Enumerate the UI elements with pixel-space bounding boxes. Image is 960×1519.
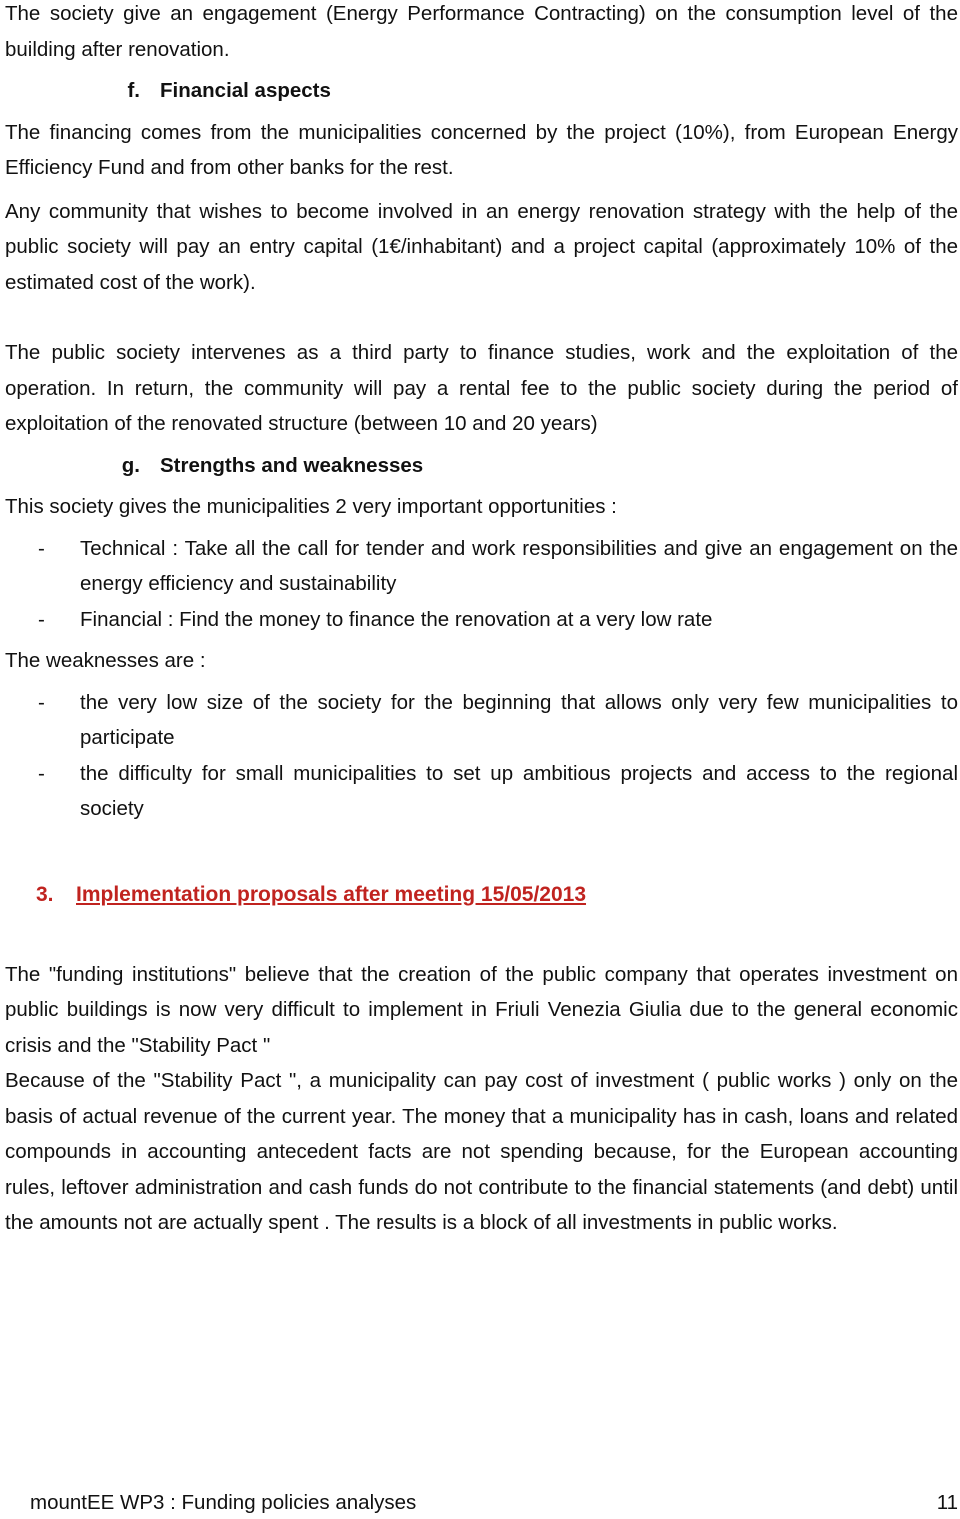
financing-source-paragraph: The financing comes from the municipalities concerned by the project (10%), from European Energy Efficiency Fund and from other banks for the rest. [5, 120, 958, 179]
section-g-heading [5, 448, 958, 484]
list-marker: - [38, 761, 45, 785]
list-item [5, 685, 958, 756]
weakness-difficulty: the difficulty for small municipalities to set up ambitious projects and access to the regional society [80, 761, 958, 820]
strengths-intro: This society gives the municipalities 2 very important opportunities : [5, 495, 617, 518]
weakness-size: the very low size of the society for the beginning that allows only very few municipalities to participate [80, 690, 958, 749]
footer-document-title: mountEE WP3 : Funding policies analyses [30, 1491, 417, 1514]
entry-capital-paragraph: Any community that wishes to become involved in an energy renovation strategy with the help of the public society will pay an entry capital (1€/inhabitant) and a project capital (approximately 10% of the estimated cost of the work). [5, 199, 958, 294]
section-f-number: f. [127, 79, 140, 102]
weaknesses-intro: The weaknesses are : [5, 649, 206, 672]
strengths-list [5, 531, 958, 638]
section-g-number: g. [121, 453, 140, 477]
list-item [5, 756, 958, 827]
list-item [5, 602, 958, 638]
section-f-heading [5, 73, 958, 109]
section-3-number: 3. [36, 882, 54, 906]
third-party-paragraph: The public society intervenes as a third party to finance studies, work and the exploitation of the operation. In return, the community will pay a rental fee to the public society during the period of exploitation of the renovated structure (between 10 and 20 years) [5, 341, 958, 435]
list-marker: - [38, 607, 45, 631]
stability-pact-paragraph: Because of the "Stability Pact ", a municipality can pay cost of investment ( public works ) only on the basis of actual revenue of the current year. The money that a municipality has in cash, loans and related compounds in accounting antecedent facts are not spending because, for the European accounting rules, leftover administration and cash funds do not contribute to the financial statements (and debt) until the amounts not are actually spent . The results is a block of all investments in public works. [5, 1069, 958, 1234]
section-3-title: Implementation proposals after meeting 15/05/2013 [76, 882, 587, 906]
page-footer [30, 1488, 958, 1518]
page-number: 11 [936, 1491, 958, 1514]
list-marker: - [38, 536, 45, 560]
section-g-title: Strengths and weaknesses [160, 453, 424, 477]
section-3-heading [5, 877, 958, 913]
weaknesses-list [5, 685, 958, 827]
list-marker: - [38, 690, 45, 714]
strength-financial: Financial : Find the money to finance the renovation at a very low rate [80, 607, 713, 631]
strength-technical: Technical : Take all the call for tender and work responsibilities and give an engagement on the energy efficiency and sustainability [80, 536, 958, 595]
funding-institutions-paragraph: The "funding institutions" believe that the creation of the public company that operates investment on public buildings is now very difficult to implement in Friuli Venezia Giulia due to the general economic crisis and the "Stability Pact " [5, 962, 958, 1057]
section-f-title: Financial aspects [160, 79, 331, 102]
list-item [5, 531, 958, 602]
intro-paragraph: The society give an engagement (Energy Performance Contracting) on the consumption level of the building after renovation. [5, 2, 958, 61]
